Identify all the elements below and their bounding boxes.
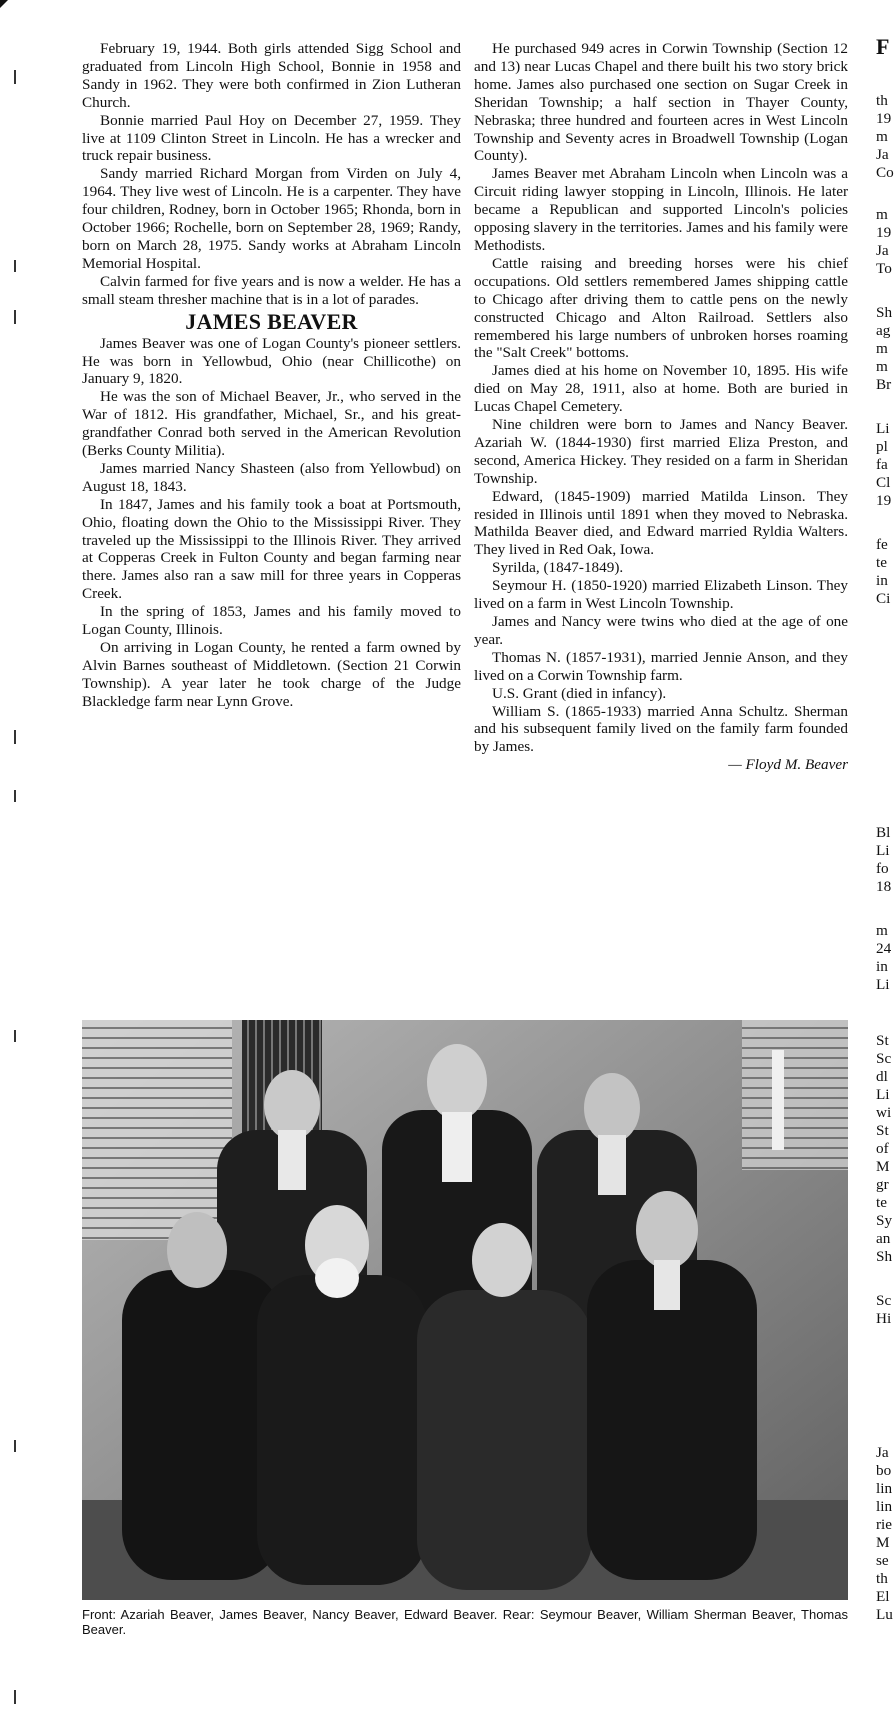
paragraph: He purchased 949 acres in Corwin Township (Section 12 and 13) near Lucas Chapel and there built his two story brick home. James also purchased one section on Sugar Creek in Sheridan Township; a half section in Thayer County, Nebraska; three hundred and fourteen acres in West Lincoln Township and Seventy acres in Broadwell Township (Logan County). xyxy=(474,40,848,165)
clipped-text-fragment: Li xyxy=(876,420,890,437)
clipped-text-fragment: Cl xyxy=(876,474,891,491)
margin-mark xyxy=(14,1440,16,1452)
paragraph: William S. (1865-1933) married Anna Schultz. Sherman and his subsequent family lived on the family farm founded by James. xyxy=(474,702,848,756)
clipped-text-fragment: Hi xyxy=(876,1310,892,1327)
clipped-text-fragment: El xyxy=(876,1588,890,1605)
left-column xyxy=(82,40,461,711)
paragraph: On arriving in Logan County, he rented a farm owned by Alvin Barnes southeast of Middletown. (Section 21 Corwin Township). A year later he took charge of the Judge Blackledge farm near Lynn Grove. xyxy=(82,639,461,710)
clipped-text-fragment: se xyxy=(876,1552,889,1569)
photo-caption: Front: Azariah Beaver, James Beaver, Nancy Beaver, Edward Beaver. Rear: Seymour Beaver, William Sherman Beaver, Thomas Beaver. xyxy=(82,1607,848,1637)
clipped-text-fragment: Li xyxy=(876,976,890,993)
clipped-text-fragment: of xyxy=(876,1140,889,1157)
paragraph: Thomas N. (1857-1931), married Jennie Anson, and they lived on a Corwin Township farm. xyxy=(474,648,848,684)
paragraph: Sandy married Richard Morgan from Virden on July 4, 1964. They live west of Lincoln. He is a carpenter. They have four children, Rodney, born in October 1965; Rhonda, born in October 1966; Rochelle, born on September 28, 1969; Randy, born on March 28, 1975. Sandy works at Abraham Lincoln Memorial Hospital. xyxy=(82,165,461,272)
paragraph: James Beaver met Abraham Lincoln when Lincoln was a Circuit riding lawyer stopping in Lincoln, Illinois. He later became a Republican and supported Lincoln's policies opposing slavery in the territories. James and his family were Methodists. xyxy=(474,165,848,254)
middle-column xyxy=(474,40,848,774)
clipped-text-fragment: fe xyxy=(876,536,888,553)
article-heading: JAMES BEAVER xyxy=(185,308,358,334)
clipped-text-fragment: m xyxy=(876,358,888,375)
clipped-text-fragment: 24 xyxy=(876,940,892,957)
clipped-text-fragment: Sh xyxy=(876,1248,893,1265)
clipped-text-fragment: 19 xyxy=(876,492,892,509)
paragraph: In 1847, James and his family took a boat at Portsmouth, Ohio, floating down the Ohio to the Mississippi River. They traveled up the Mississippi to the Illinois River. They arrived at Copperas Creek in Fulton County and began farming near there. James also ran a saw mill for three years in Copperas Creek. xyxy=(82,495,461,603)
paragraph: Calvin farmed for five years and is now a welder. He has a small steam thresher machine that is in a lot of parades. xyxy=(82,272,461,308)
clipped-text-fragment: m xyxy=(876,922,888,939)
clipped-text-fragment: th xyxy=(876,1570,888,1587)
clipped-text-fragment: 18 xyxy=(876,878,892,895)
clipped-text-fragment: fa xyxy=(876,456,888,473)
clipped-text-fragment: Ci xyxy=(876,590,891,607)
clipped-text-fragment: 19 xyxy=(876,110,892,127)
paragraph: February 19, 1944. Both girls attended Sigg School and graduated from Lincoln High School, Bonnie in 1958 and Sandy in 1962. They were both confirmed in Zion Lutheran Church. xyxy=(82,40,461,111)
clipped-text-fragment: rie xyxy=(876,1516,893,1533)
margin-mark xyxy=(14,260,16,272)
clipped-text-fragment: Sy xyxy=(876,1212,893,1229)
right-column-fragment xyxy=(876,0,896,1712)
clipped-text-fragment: F xyxy=(876,34,890,59)
clipped-text-fragment: in xyxy=(876,572,888,589)
paragraph: James Beaver was one of Logan County's pioneer settlers. He was born in Yellowbud, Ohio (near Chillicothe) on January 9, 1820. xyxy=(82,334,461,388)
paragraph: Bonnie married Paul Hoy on December 27, 1959. They live at 1109 Clinton Street in Lincoln. He has a wrecker and truck repair business. xyxy=(82,111,461,165)
family-photo xyxy=(82,1020,848,1600)
paragraph: Cattle raising and breeding horses were his chief occupations. Old settlers remembered James shipping cattle to Chicago after driving them to cattle pens on the newly constructed Chicago and Alton Railroad. Settlers also remembered his large numbers of unbroken horses roaming the "Salt Creek" bottoms. xyxy=(474,254,848,362)
clipped-text-fragment: St xyxy=(876,1032,889,1049)
clipped-text-fragment: m xyxy=(876,206,888,223)
paragraph: James married Nancy Shasteen (also from Yellowbud) on August 18, 1843. xyxy=(82,459,461,495)
margin-mark xyxy=(14,1030,16,1042)
paragraph: Nine children were born to James and Nancy Beaver. Azariah W. (1844-1930) first married Eliza Preston, and second, America Hickey. They resided on a farm in Sheridan Township. xyxy=(474,416,848,487)
clipped-text-fragment: Br xyxy=(876,376,892,393)
clipped-text-fragment: Li xyxy=(876,1086,890,1103)
clipped-text-fragment: To xyxy=(876,260,892,277)
clipped-text-fragment: te xyxy=(876,1194,887,1211)
paragraph: In the spring of 1853, James and his family moved to Logan County, Illinois. xyxy=(82,603,461,639)
clipped-text-fragment: Lu xyxy=(876,1606,893,1623)
clipped-text-fragment: Sh xyxy=(876,304,893,321)
paragraph: James died at his home on November 10, 1895. His wife died on May 28, 1911, also at home. Both are buried in Lucas Chapel Cemetery. xyxy=(474,362,848,416)
clipped-text-fragment: Co xyxy=(876,164,894,181)
margin-mark xyxy=(14,70,16,84)
clipped-text-fragment: Sc xyxy=(876,1292,892,1309)
paragraph: Seymour H. (1850-1920) married Elizabeth Linson. They lived on a farm in West Lincoln Township. xyxy=(474,577,848,613)
clipped-text-fragment: ag xyxy=(876,322,891,339)
clipped-text-fragment: 19 xyxy=(876,224,892,241)
margin-mark xyxy=(14,730,16,744)
clipped-text-fragment: Sc xyxy=(876,1050,892,1067)
clipped-text-fragment: Ja xyxy=(876,242,889,259)
clipped-text-fragment: Li xyxy=(876,842,890,859)
clipped-text-fragment: th xyxy=(876,92,888,109)
clipped-text-fragment: te xyxy=(876,554,887,571)
margin-mark xyxy=(14,790,16,802)
clipped-text-fragment: Ja xyxy=(876,1444,889,1461)
clipped-text-fragment: wi xyxy=(876,1104,892,1121)
clipped-text-fragment: dl xyxy=(876,1068,888,1085)
clipped-text-fragment: gr xyxy=(876,1176,889,1193)
page-corner-mark xyxy=(0,0,8,8)
margin-mark xyxy=(14,1690,16,1704)
clipped-text-fragment: m xyxy=(876,128,888,145)
clipped-text-fragment: lin xyxy=(876,1480,893,1497)
clipped-text-fragment: m xyxy=(876,340,888,357)
clipped-text-fragment: M xyxy=(876,1158,890,1175)
clipped-text-fragment: lin xyxy=(876,1498,893,1515)
clipped-text-fragment: in xyxy=(876,958,888,975)
clipped-text-fragment: M xyxy=(876,1534,890,1551)
clipped-text-fragment: Ja xyxy=(876,146,889,163)
paragraph: Edward, (1845-1909) married Matilda Linson. They resided in Illinois until 1891 when they moved to Nebraska. Mathilda Beaver died, and Edward married Ryldia Walters. They lived in Red Oak, Iowa. xyxy=(474,487,848,559)
paragraph: James and Nancy were twins who died at the age of one year. xyxy=(474,613,848,648)
clipped-text-fragment: Bl xyxy=(876,824,891,841)
paragraph: Syrilda, (1847-1849). xyxy=(492,559,624,577)
clipped-text-fragment: pl xyxy=(876,438,888,455)
author-signature: — Floyd M. Beaver xyxy=(728,756,848,774)
clipped-text-fragment: bo xyxy=(876,1462,892,1479)
paragraph: U.S. Grant (died in infancy). xyxy=(492,684,667,702)
clipped-text-fragment: fo xyxy=(876,860,889,877)
margin-mark xyxy=(14,310,16,324)
clipped-text-fragment: St xyxy=(876,1122,889,1139)
paragraph: He was the son of Michael Beaver, Jr., who served in the War of 1812. His grandfather, Michael, Sr., and his great-grandfather Conrad both served in the American Revolution (Berks County Militia). xyxy=(82,388,461,460)
clipped-text-fragment: an xyxy=(876,1230,891,1247)
